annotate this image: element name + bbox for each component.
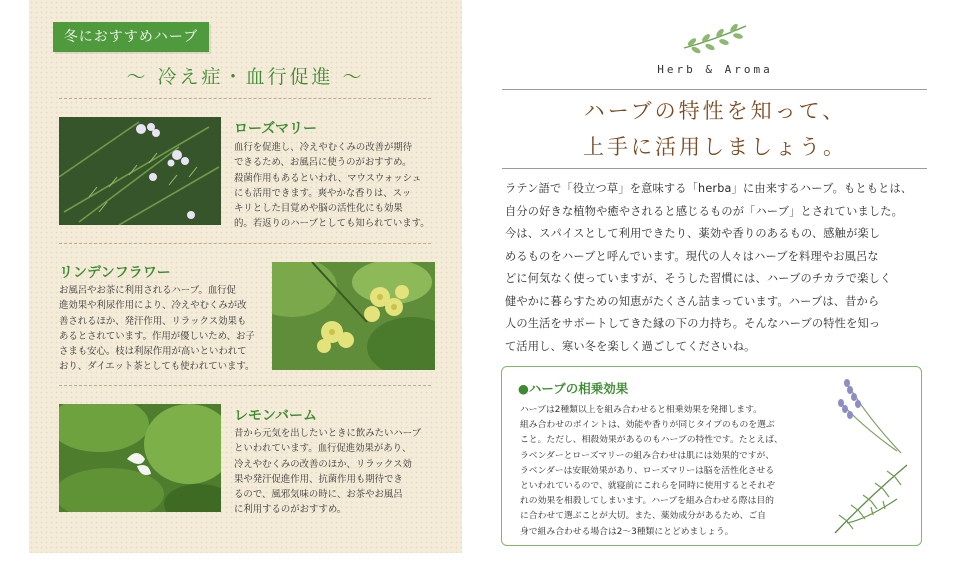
divider [59, 243, 431, 244]
herb-sprig-icon [678, 18, 750, 58]
linden-flower-photo [272, 262, 435, 370]
eyebrow-label: Herb & Aroma [657, 63, 773, 76]
box-text: ハーブは2種類以上を組み合わせると相乗効果を発揮します。 組み合わせのポイントは、効能や香りが同じタイプのものを選ぶ こと。ただし、相殺効果があるのもハーブの特性です。たとえば、 ラベンダーとローズマリーの組み合わせは肌には効果的ですが、 ラベンダーは安眠効果があり、ローズマリーは脳を活性化させる といわれているので、就寝前にこれらを同時に使用するとそれぞ れの効果を相殺してしまいます。ハーブを組み合わせる際は目的 に合わせて選ぶことが大切。また、薬効成分があるため、ご自 身で組み合わせる場合は2～3種類にとどめましょう。 [520, 405, 783, 537]
herb-name-linden: リンデンフラワー [59, 265, 171, 281]
season-tag: 冬におすすめハーブ [53, 22, 209, 52]
herb-name-rosemary: ローズマリー [234, 121, 318, 137]
synergy-info-box [501, 366, 922, 546]
section-title: ～ 冷え症・血行促進 ～ [126, 66, 365, 88]
rule-line [502, 89, 927, 90]
divider [59, 385, 431, 386]
herb-desc-linden: お風呂やお茶に利用されるハーブ。血行促 進効果や利尿作用により、冷えやむくみが改 善されるほか、発汗作用、リラックス効果も あるとされています。作用が優しいため、お子 さまも安心。枝は利尿作用が高いといわれて おり、ダイエット茶としても使われています。 [59, 285, 255, 373]
headline-line-1: ハーブの特性を知って、 [583, 99, 847, 123]
herb-desc-rosemary: 血行を促進し、冷えやむくみの改善が期待 できるため、お風呂に使うのがおすすめ。 殺菌作用もあるといわれ、マウスウォッシュ にも活用できます。爽やかな香りは、スッ キリとした目覚めや脳の活性化にも効果 的。若返りのハーブとしても知られています。 [234, 142, 430, 230]
divider [59, 98, 431, 99]
rule-line [502, 168, 927, 169]
rosemary-photo [59, 117, 221, 225]
herb-desc-lemon-balm: 昔から元気を出したいときに飲みたいハーブ といわれています。血行促進効果があり、 冷えやむくみの改善のほか、リラックス効 果や発汗促進作用、抗菌作用も期待でき るので、風邪気味の時に、お茶やお風呂 に利用するのがおすすめ。 [234, 428, 422, 516]
box-title: ●ハーブの相乗効果 [518, 381, 629, 396]
intro-paragraph: ラテン語で「役立つ草」を意味する「herba」に由来するハーブ。もともとは、 自分の好きな植物や癒やされると感じるものが「ハーブ」とされていました。 今は、スパイスとして利用できたり、薬効や香りのあるもの、感触が楽し めるものをハーブと呼んでいます。現代の人々はハーブを料理やお風呂な どに何気なく使っていますが、そうした習慣には、ハーブのチカラで楽しく 健やかに暮らすための知恵がたくさん詰まっています。ハーブは、昔から 人の生活をサポートしてきた縁の下の力持ち。そんなハーブの特性を知っ て活用し、寒い冬を楽しく過ごしてくださいね。 [505, 182, 913, 353]
lavender-icon [837, 377, 907, 457]
herb-feature-panel [29, 0, 462, 553]
headline-line-2: 上手に活用しましょう。 [583, 135, 847, 159]
herb-name-lemon-balm: レモンバーム [234, 408, 318, 424]
rosemary-sprig-icon [827, 459, 912, 539]
lemon-balm-photo [59, 404, 221, 512]
